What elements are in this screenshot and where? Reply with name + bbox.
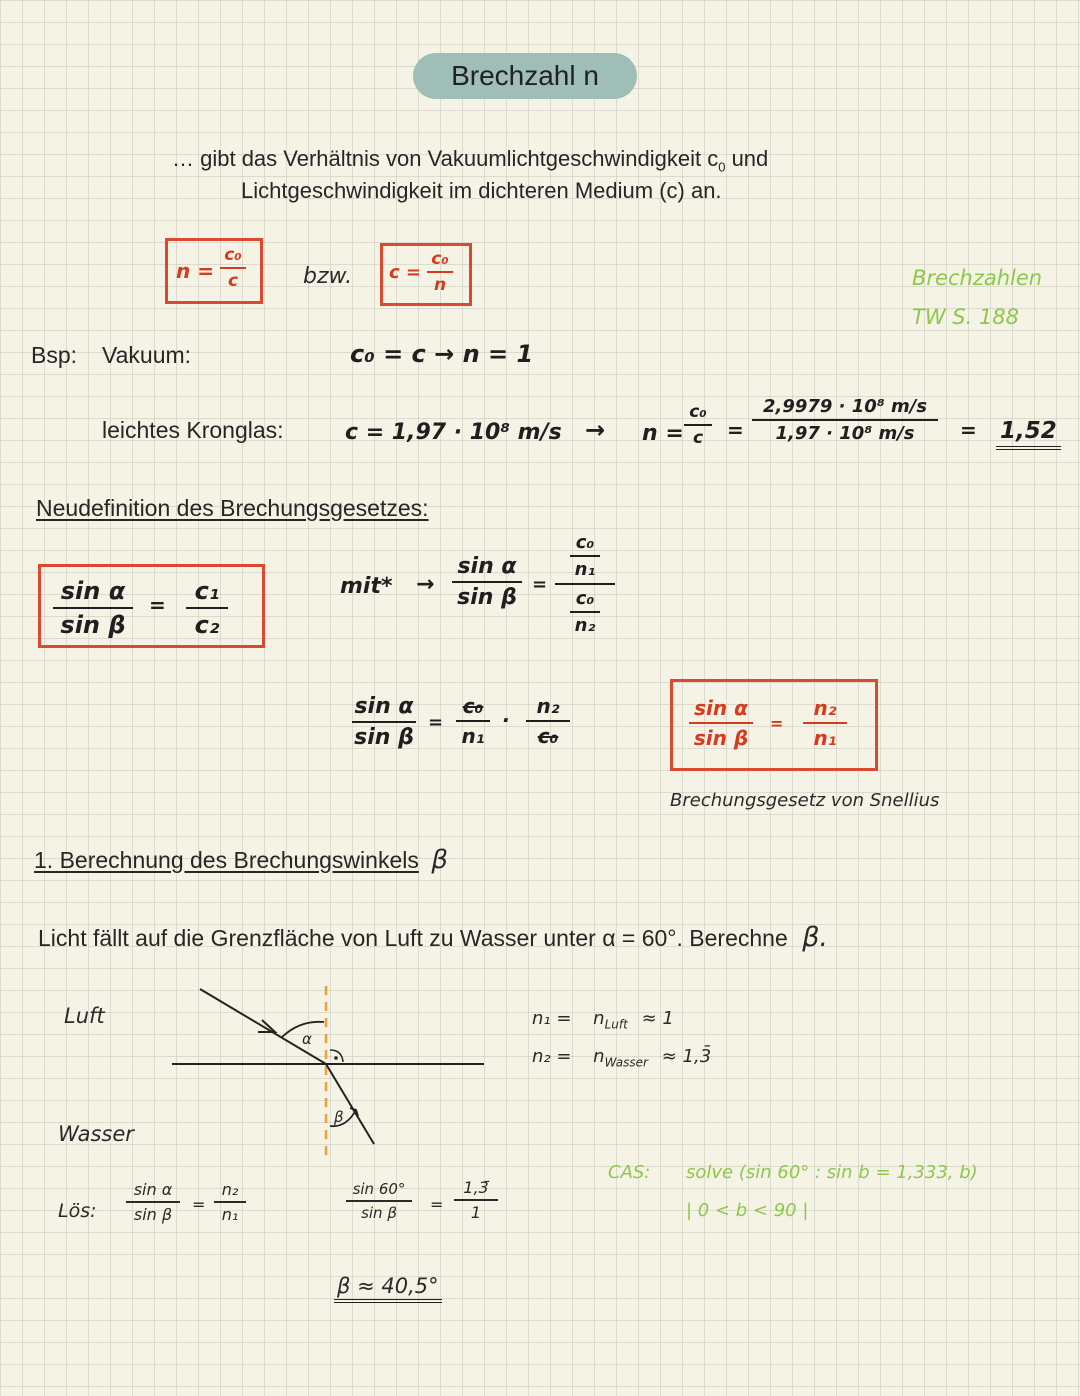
n1-line: [532, 1008, 674, 1032]
step2-f2-num: n₂: [536, 694, 560, 718]
solution-result: β ≈ 40,5°: [334, 1274, 442, 1303]
task-text-body: Licht fällt auf die Grenzfläche von Luft zu Wasser unter α = 60°. Berechne: [38, 925, 788, 951]
section-2-beta-symbol: β: [431, 845, 448, 875]
intro-subscript: 0: [718, 159, 726, 175]
right-angle-mark: [330, 1050, 343, 1062]
law-box-eq: =: [149, 593, 166, 617]
solution-f1-num: sin α: [133, 1180, 173, 1199]
n2-sub: Wasser: [604, 1055, 648, 1070]
side-note-line-2: TW S. 188: [912, 305, 1020, 329]
mit-eq: =: [532, 574, 548, 595]
kronglas-eq-1: =: [727, 418, 744, 442]
law-box-den-l: sin β: [60, 611, 126, 639]
n1-lhs: n₁ =: [532, 1008, 572, 1029]
formula-c-num: c₀: [431, 249, 449, 269]
snell-caption: Brechungsgesetz von Snellius: [670, 790, 940, 811]
kronglas-n-den: c: [692, 428, 704, 448]
n2-rhs: ≈ 1,3̄: [661, 1046, 712, 1067]
snell-num-r: n₂: [813, 696, 837, 720]
mit-label: mit*: [340, 574, 393, 599]
vakuum-label: Vakuum:: [102, 342, 192, 368]
n2-lhs: n₂ =: [532, 1046, 572, 1067]
n2-line: [532, 1046, 711, 1070]
kronglas-n-num: c₀: [689, 402, 707, 422]
side-note-line-1: Brechzahlen: [912, 266, 1043, 290]
law-box-num-r: c₁: [194, 577, 220, 605]
kronglas-arrow: →: [585, 416, 606, 444]
mit-den-l: sin β: [457, 585, 517, 610]
kronglas-eq-2: =: [960, 418, 977, 442]
bzw-text: bzw.: [303, 264, 353, 289]
solution-eq-2: =: [430, 1195, 444, 1214]
diagram-luft-label: Luft: [64, 1004, 105, 1028]
formula-c-lhs: c =: [389, 262, 422, 283]
diagram-wasser-label: Wasser: [58, 1122, 134, 1146]
step2-dot: ·: [502, 708, 510, 732]
intro-text-a: … gibt das Verhältnis von Vakuumlichtgeschwindigkeit c: [172, 146, 719, 171]
solution-f2-num: n₂: [221, 1180, 239, 1199]
page-title-text: Brechzahl n: [451, 60, 599, 91]
task-beta-symbol: β.: [802, 922, 829, 953]
formula-c-den: n: [433, 275, 447, 295]
mit-bot-den: n₂: [574, 615, 596, 636]
step2-eq: =: [428, 712, 444, 733]
law-box-den-r: c₂: [194, 611, 220, 639]
cas-label: CAS:: [608, 1162, 651, 1183]
kronglas-c-value: c = 1,97 · 10⁸ m/s: [345, 420, 562, 445]
diagram-alpha-label: α: [302, 1030, 312, 1048]
step2-num-l: sin α: [354, 694, 414, 719]
snell-num-l: sin α: [694, 696, 748, 720]
step2-f1-num: c₀: [462, 694, 484, 718]
example-label: Bsp:: [31, 342, 78, 368]
intro-line-2: Lichtgeschwindigkeit im dichteren Medium (c) an.: [241, 178, 722, 203]
vakuum-formula: c₀ = c → n = 1: [350, 340, 534, 368]
mit-top-den: n₁: [574, 559, 596, 580]
solution-f4-den: 1: [470, 1203, 482, 1222]
mit-arrow: →: [416, 572, 435, 597]
n1-mid: n: [593, 1008, 605, 1029]
solution-eq-1: =: [192, 1195, 206, 1214]
cas-line-1: solve (sin 60° : sin b = 1,333, b): [686, 1162, 978, 1183]
n1-sub: Luft: [604, 1017, 628, 1032]
diagram-beta-label: β: [334, 1108, 344, 1126]
kronglas-result: 1,52: [996, 418, 1061, 450]
formula-n-den: c: [227, 271, 239, 291]
solution-f4: [454, 1178, 498, 1222]
mit-num-l: sin α: [457, 554, 517, 579]
snell-den-l: sin β: [693, 726, 749, 750]
kronglas-calc-den: 1,97 · 10⁸ m/s: [775, 423, 915, 444]
mit-bot-num: c₀: [575, 588, 595, 609]
step2-f2-den: c₀: [537, 724, 559, 748]
step2-den-l: sin β: [354, 725, 414, 750]
section-2-heading-text: 1. Berechnung des Brechungswinkels: [34, 847, 419, 873]
n1-rhs: ≈ 1: [641, 1008, 674, 1029]
snell-eq: =: [770, 714, 784, 733]
solution-f2: [214, 1180, 246, 1224]
solution-f3: [346, 1180, 412, 1222]
law-box-num-l: sin α: [60, 577, 126, 605]
solution-f4-num: 1,3̄: [463, 1178, 489, 1197]
solution-label: Lös:: [58, 1200, 97, 1222]
step2-f1-den: n₁: [461, 724, 485, 748]
kronglas-calc-num: 2,9979 · 10⁸ m/s: [762, 396, 928, 417]
n2-mid: n: [593, 1046, 605, 1067]
solution-f1-den: sin β: [133, 1205, 173, 1224]
kronglas-label: leichtes Kronglas:: [102, 417, 284, 443]
formula-n-lhs: n =: [176, 259, 214, 283]
intro-text-b: und: [725, 146, 769, 171]
section-1-heading: Neudefinition des Brechungsgesetzes:: [36, 495, 429, 521]
incident-ray: [200, 989, 326, 1064]
formula-n-num: c₀: [224, 245, 242, 265]
refracted-ray: [326, 1064, 374, 1144]
snell-den-r: n₁: [813, 726, 837, 750]
kronglas-n-lhs: n =: [642, 421, 684, 446]
solution-f3-den: sin β: [361, 1204, 397, 1222]
cas-line-2: | 0 < b < 90 |: [686, 1200, 809, 1221]
solution-f1: [126, 1180, 180, 1224]
mit-top-num: c₀: [575, 532, 595, 553]
solution-f2-den: n₁: [221, 1205, 239, 1224]
solution-f3-num: sin 60°: [352, 1180, 406, 1198]
